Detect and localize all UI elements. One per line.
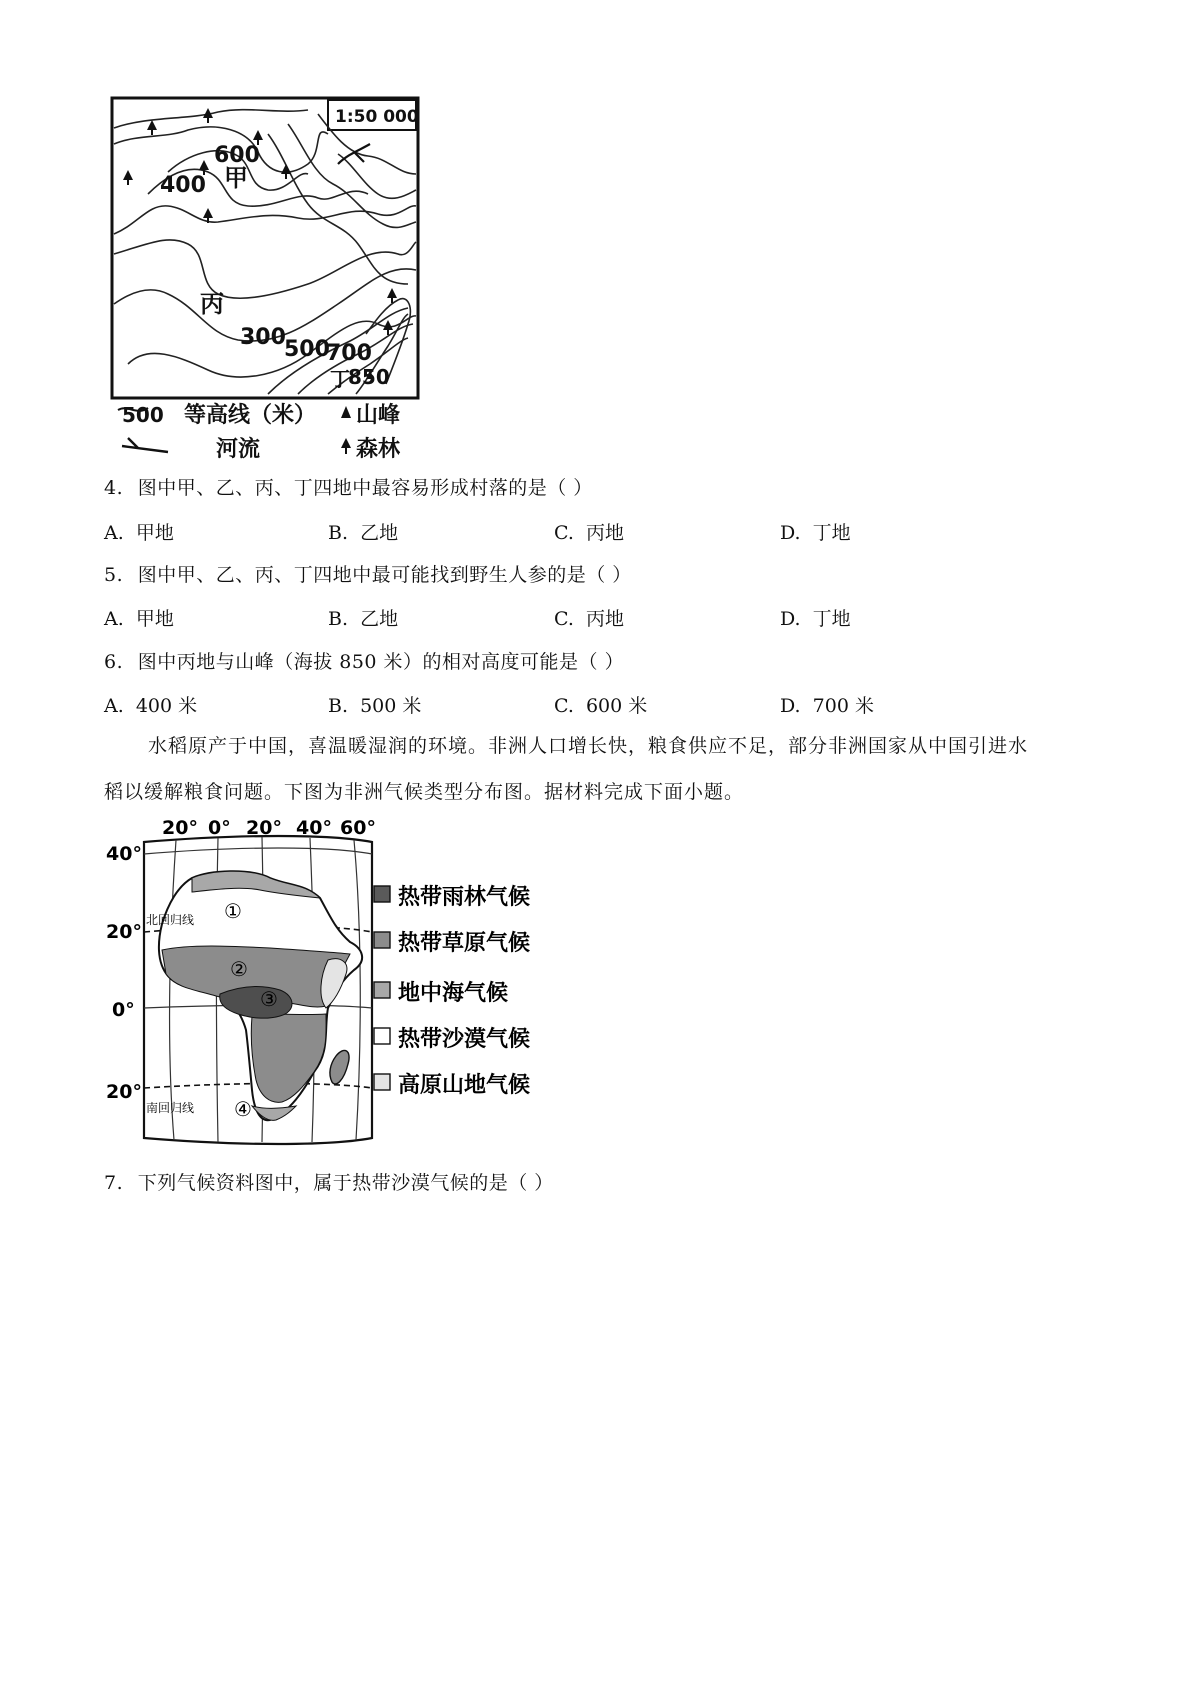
question-number: 5.	[104, 564, 124, 586]
question-number: 4.	[104, 477, 124, 499]
question-5-option-c[interactable]: C. 丙地	[554, 608, 624, 630]
lat-label: 0°	[112, 999, 135, 1021]
question-text: 下列气候资料图中，属于热带沙漠气候的是（ ）	[137, 1172, 554, 1194]
contour-map-figure	[108, 94, 448, 506]
legend-forest-icon	[341, 438, 351, 454]
question-4-option-a[interactable]: A. 甲地	[104, 522, 174, 544]
passage-line-2: 稻以缓解粮食问题。下图为非洲气候类型分布图。据材料完成下面小题。	[104, 781, 745, 803]
question-6-option-b[interactable]: B. 500 米	[328, 695, 422, 717]
question-4	[104, 473, 593, 500]
lon-label: 40°	[296, 820, 332, 839]
lon-label: 20°	[246, 820, 282, 839]
legend-highland: 高原山地气候	[398, 1073, 531, 1098]
africa-climate-map-figure	[100, 820, 550, 1150]
question-5	[104, 560, 632, 587]
place-ding: 丁	[330, 367, 350, 391]
legend-peak-label: 山峰	[356, 403, 401, 428]
place-bing: 丙	[200, 290, 224, 318]
question-5-option-a[interactable]: A. 甲地	[104, 608, 174, 630]
question-4-option-b[interactable]: B. 乙地	[328, 522, 399, 544]
legend-swatch-mediterranean	[374, 982, 390, 998]
legend-desert: 热带沙漠气候	[398, 1027, 531, 1052]
legend-peak-icon	[341, 406, 351, 418]
lat-label: 40°	[106, 843, 142, 865]
contour-label-300: 300	[240, 325, 286, 350]
region-label-3: ③	[260, 987, 278, 1011]
question-text: 图中甲、乙、丙、丁四地中最容易形成村落的是（ ）	[137, 477, 593, 499]
legend-contour-label: 等高线（米）	[184, 403, 317, 428]
legend-contour-sample: 500	[122, 403, 164, 427]
place-jia: 甲	[224, 164, 248, 192]
legend-rainforest: 热带雨林气候	[398, 885, 531, 910]
question-5-option-d[interactable]: D. 丁地	[780, 608, 851, 630]
map-scale: 1:50 000	[335, 107, 419, 127]
legend-savanna: 热带草原气候	[398, 931, 531, 956]
lon-label: 60°	[340, 820, 376, 839]
legend-swatch-desert	[374, 1028, 390, 1044]
lat-label: 20°	[106, 1081, 142, 1103]
question-5-option-b[interactable]: B. 乙地	[328, 608, 399, 630]
contour-label-500: 500	[284, 337, 330, 362]
question-6-option-a[interactable]: A. 400 米	[104, 695, 198, 717]
region-label-1: ①	[224, 899, 242, 923]
passage-line-1: 水稻原产于中国，喜温暖湿润的环境。非洲人口增长快，粮食供应不足，部分非洲国家从中国引进水	[148, 735, 1029, 757]
africa-map-legend	[374, 884, 530, 1098]
lon-label: 0°	[208, 820, 231, 839]
question-number: 6.	[104, 651, 124, 673]
lat-label: 20°	[106, 921, 142, 943]
question-6-option-c[interactable]: C. 600 米	[554, 695, 648, 717]
contour-label-600: 600	[214, 143, 260, 168]
question-6	[104, 647, 624, 674]
question-4-option-c[interactable]: C. 丙地	[554, 522, 624, 544]
legend-swatch-rainforest	[374, 886, 390, 902]
tropic-south-label: 南回归线	[146, 1101, 195, 1115]
question-6-option-d[interactable]: D. 700 米	[780, 695, 874, 717]
lon-label: 20°	[162, 820, 198, 839]
contour-map-legend	[118, 402, 401, 462]
legend-swatch-highland	[374, 1074, 390, 1090]
question-7	[104, 1168, 554, 1195]
legend-forest-label: 森林	[356, 437, 401, 462]
region-label-2: ②	[230, 957, 248, 981]
question-4-option-d[interactable]: D. 丁地	[780, 522, 851, 544]
legend-swatch-savanna	[374, 932, 390, 948]
region-label-4: ④	[234, 1097, 252, 1121]
legend-river-label: 河流	[216, 437, 261, 462]
question-text: 图中甲、乙、丙、丁四地中最可能找到野生人参的是（ ）	[137, 564, 632, 586]
tropic-north-label: 北回归线	[146, 913, 195, 927]
question-text: 图中丙地与山峰（海拔 850 米）的相对高度可能是（ ）	[137, 651, 625, 673]
contour-map-svg	[108, 94, 448, 506]
legend-river-icon	[122, 438, 168, 452]
legend-mediterranean: 地中海气候	[398, 981, 509, 1006]
contour-label-700: 700	[326, 341, 372, 366]
question-number: 7.	[104, 1172, 124, 1194]
contour-label-400: 400	[160, 173, 206, 198]
contour-label-850: 850	[348, 365, 390, 389]
africa-map-svg	[100, 820, 550, 1150]
